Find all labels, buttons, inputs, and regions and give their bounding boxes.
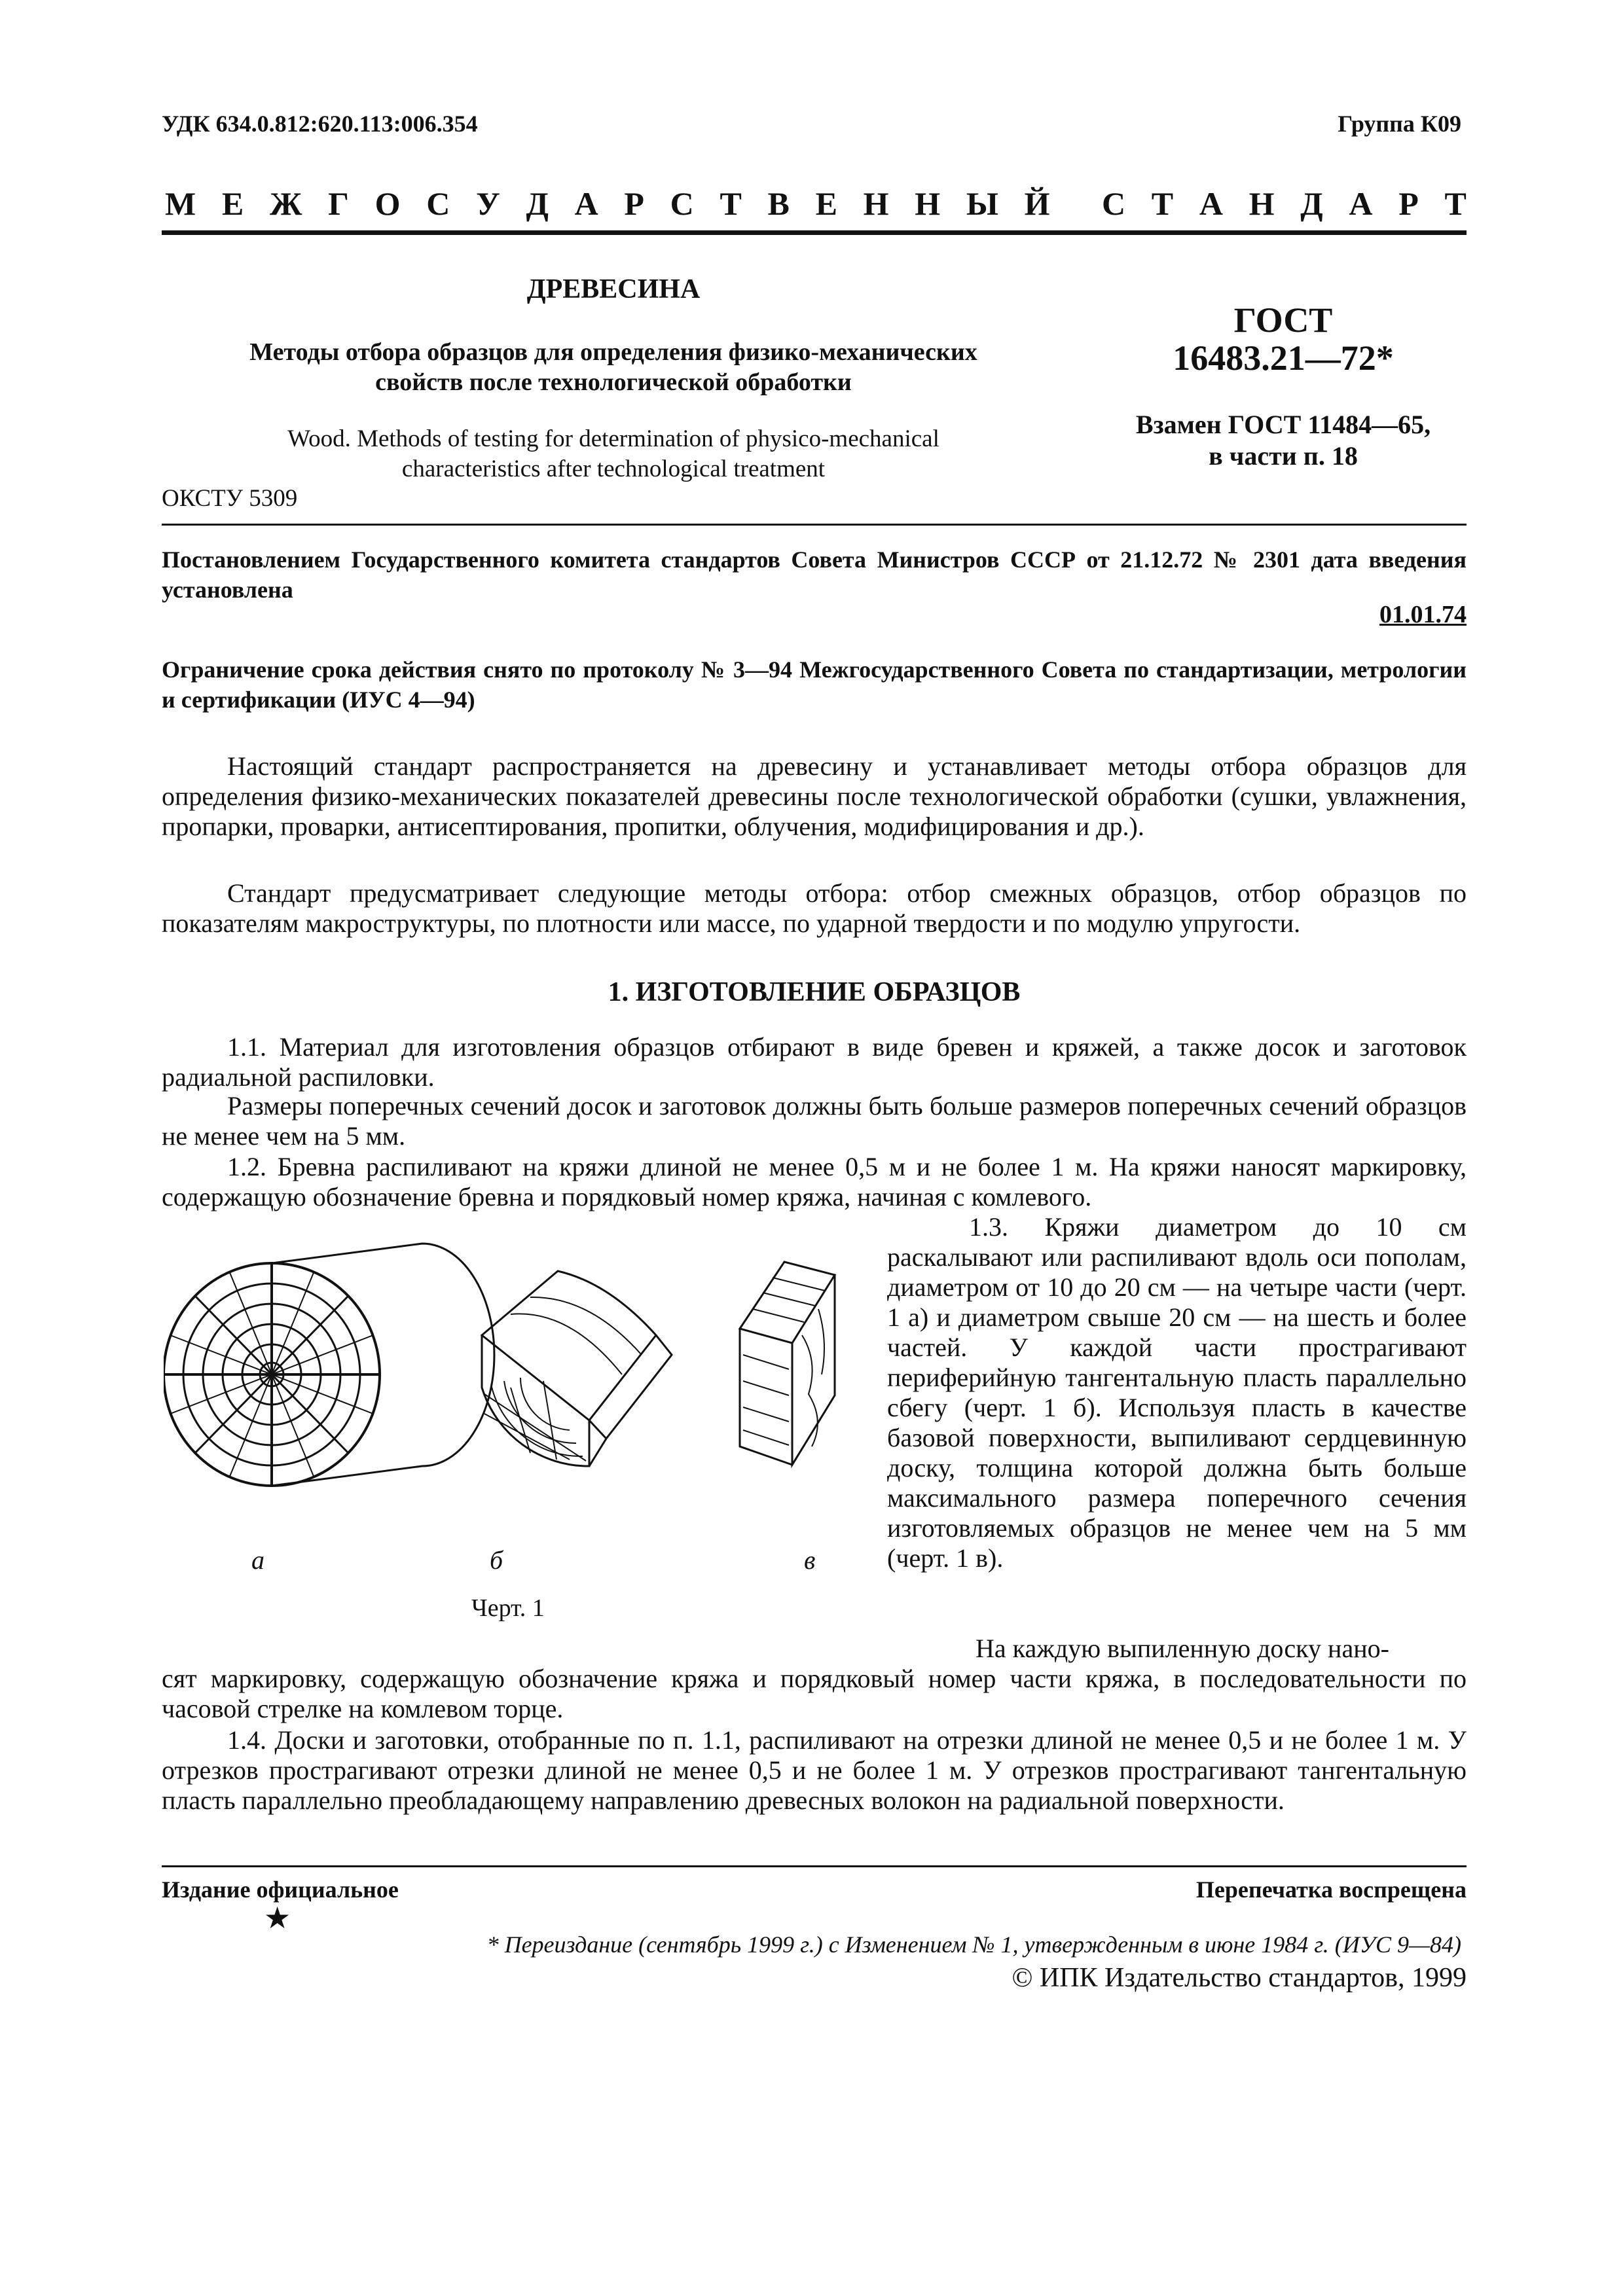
- figure-label-a: а: [251, 1545, 264, 1575]
- document-subtitle: [162, 337, 1065, 397]
- intro-paragraph: Стандарт предусматривает следующие методы отбора: отбор смежных образцов, отбор образцов по показателям макроструктуры, по плотности или массе, по ударной твердости и по модулю упругости.: [162, 878, 1467, 938]
- banner-letter: А: [574, 185, 598, 222]
- banner-letter: Д: [1300, 185, 1323, 222]
- intro-paragraph: Настоящий стандарт распространяется на древесину и устанавливает методы отбора образцов для определения физико-механических показателей древесины после технологической обработки (сушки, увлажнения, пропарки, проварки, антисептирования, пропитки, облучения, модифицирования и др.).: [162, 751, 1467, 841]
- replaces-note: [1100, 409, 1467, 472]
- udk-code: УДК 634.0.812:620.113:006.354: [162, 111, 478, 137]
- figure-caption: Черт. 1: [471, 1594, 545, 1622]
- banner-letter: М: [165, 185, 196, 222]
- banner-letter: Н: [863, 185, 889, 222]
- clause-1-3: 1.3. Кряжи диаметром до 10 см раскалывают или распиливают вдоль оси пополам, диаметром от 10 до 20 см — на четыре части (черт. 1 а) и диаметром свыше 20 см — на шесть и более частей. У каждой части прострагивают периферийную тангентальную пласть параллельно сбегу (черт. 1 б). Используя пласть в качестве базовой поверхности, выпиливают сердцевинную доску, толщина которой должна быть больше максимального размера поперечного сечения изготовляемых образцов не менее чем на 5 мм (черт. 1 в).: [887, 1212, 1467, 1573]
- header-rule: [162, 230, 1467, 235]
- official-edition-note: Издание официальное: [162, 1876, 399, 1903]
- interstate-standard-banner: [165, 185, 1467, 223]
- limit-removal-text: Ограничение срока действия снято по протоколу № 3—94 Межгосударственного Совета по стандартизации, метрологии и сертификации (ИУС 4—94): [162, 656, 1467, 713]
- subtitle-line: свойств после технологической обработки: [375, 368, 852, 396]
- banner-letter: Н: [1249, 185, 1275, 222]
- banner-letter: Р: [624, 185, 644, 222]
- clause-1-1-continued: Размеры поперечных сечений досок и заготовок должны быть больше размеров поперечных сечений образцов не менее чем на 5 мм.: [162, 1091, 1467, 1151]
- english-title-line: characteristics after technological treatment: [401, 456, 826, 482]
- clause-1-2: 1.2. Бревна распиливают на кряжи длиной не менее 0,5 м и не более 1 м. На кряжи наносят маркировку, содержащую обозначение бревна и порядковый номер кряжа, начиная с комлевого.: [162, 1152, 1467, 1211]
- clause-1-3-marking: сят маркировку, содержащую обозначение кряжа и порядковый номер части кряжа, в последовательности по часовой стрелке на комлевом торце.: [162, 1664, 1467, 1723]
- okstu-code: ОКСТУ 5309: [162, 485, 298, 512]
- banner-letter: С: [1101, 185, 1126, 222]
- banner-letter: Е: [815, 185, 837, 222]
- banner-letter: Й: [1024, 185, 1050, 222]
- decree-text: Постановлением Государственного комитета стандартов Совета Министров СССР от 21.12.72 № 2301 дата введения установлена: [162, 547, 1467, 603]
- banner-letter: У: [476, 185, 500, 222]
- reissue-note: * Переиздание (сентябрь 1999 г.) с Изменением № 1, утвержденным в июне 1984 г. (ИУС 9—84): [486, 1931, 1461, 1958]
- title-rule: [162, 524, 1467, 526]
- drawing-1: [164, 1224, 871, 1538]
- figure-label-v: в: [804, 1545, 816, 1575]
- banner-letter: Т: [1444, 185, 1467, 222]
- star-icon: ★: [264, 1901, 291, 1935]
- clause-1-1: 1.1. Материал для изготовления образцов отбирают в виде бревен и кряжей, а также досок и заготовок радиальной распиловки.: [162, 1032, 1467, 1092]
- subtitle-line: Методы отбора образцов для определения физико-механических: [249, 338, 977, 366]
- banner-letter: А: [1199, 185, 1223, 222]
- banner-letter: Т: [1151, 185, 1174, 222]
- quarter-drawing: [482, 1271, 672, 1466]
- banner-letter: Ы: [966, 185, 998, 222]
- copyright-notice: © ИПК Издательство стандартов, 1999: [1012, 1963, 1467, 1993]
- banner-letter: Д: [526, 185, 549, 222]
- banner-letter: Н: [915, 185, 941, 222]
- board-drawing: [740, 1262, 835, 1465]
- english-title-line: Wood. Methods of testing for determination of physico-mechanical: [287, 425, 939, 452]
- banner-letter: А: [1349, 185, 1373, 222]
- banner-letter: Т: [720, 185, 742, 222]
- reprint-prohibited-note: Перепечатка воспрещена: [1195, 1876, 1467, 1903]
- banner-letter: Г: [328, 185, 349, 222]
- replaces-line: в части п. 18: [1209, 441, 1358, 471]
- clause-1-4: 1.4. Доски и заготовки, отобранные по п. 1.1, распиливают на отрезки длиной не менее 0,5 и не более 1 м. У отрезков прострагивают отрезки длиной не менее 0,5 и не более 1 м. У отрезков прострагивают тангентальную пласть параллельно преобладающему направлению древесных волокон на радиальной поверхности.: [162, 1725, 1467, 1815]
- footer-rule: [162, 1865, 1467, 1867]
- introduction-date: 01.01.74: [1379, 601, 1467, 628]
- banner-letter: О: [374, 185, 401, 222]
- banner-letter: Р: [1398, 185, 1419, 222]
- banner-letter: Ж: [269, 185, 302, 222]
- gost-label: ГОСТ: [1233, 300, 1333, 340]
- english-title: [162, 424, 1065, 484]
- document-title: ДРЕВЕСИНА: [526, 274, 701, 304]
- banner-letter: С: [426, 185, 450, 222]
- banner-letter: С: [670, 185, 694, 222]
- banner-letter: Е: [221, 185, 244, 222]
- banner-letter: В: [767, 185, 790, 222]
- section-heading: 1. ИЗГОТОВЛЕНИЕ ОБРАЗЦОВ: [608, 977, 1021, 1007]
- gost-number: 16483.21—72*: [1173, 338, 1394, 378]
- group-code: Группа К09: [1338, 111, 1461, 137]
- log-drawing: [164, 1244, 494, 1486]
- figure-label-b: б: [490, 1545, 503, 1575]
- replaces-line: Взамен ГОСТ 11484—65,: [1135, 410, 1431, 439]
- clause-1-3-marking-start: На каждую выпиленную доску нано-: [976, 1634, 1389, 1663]
